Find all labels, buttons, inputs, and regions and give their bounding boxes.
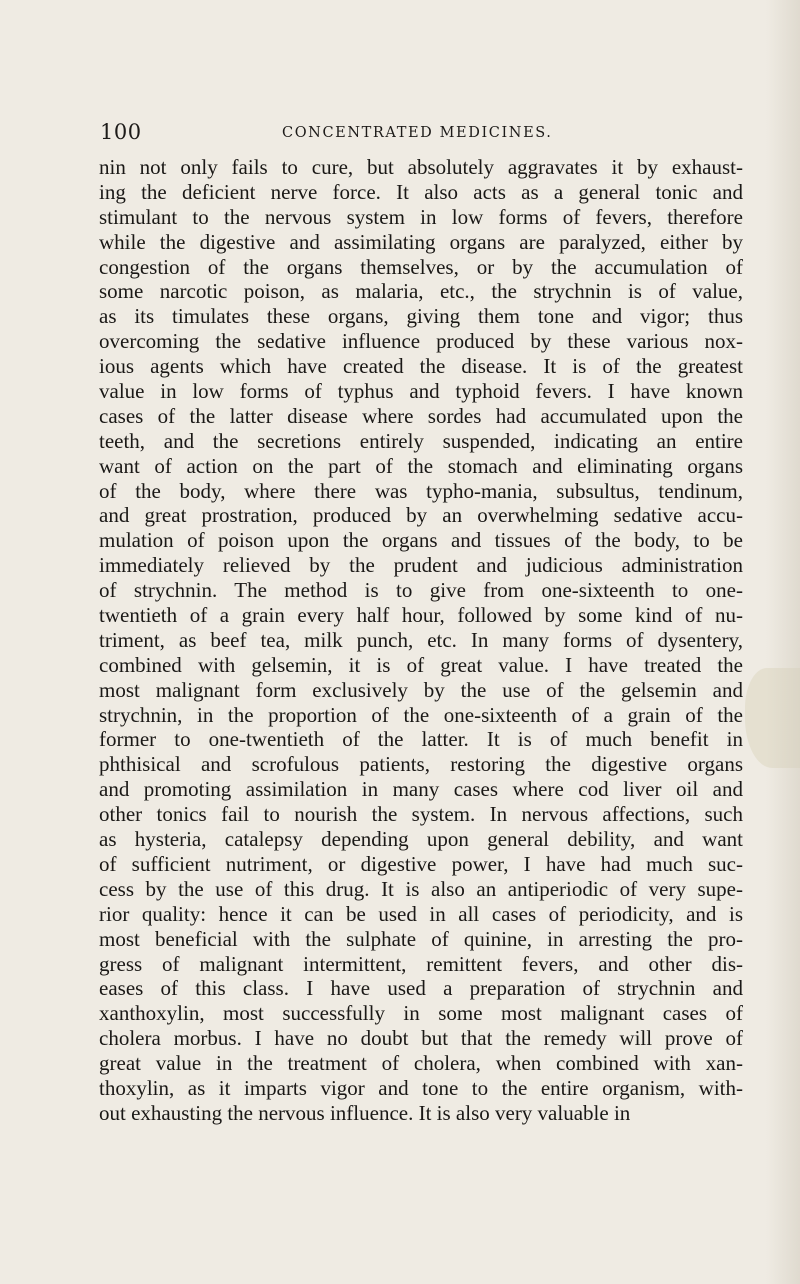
text-line: strychnin, in the proportion of the one-sixteenth of a grain of the <box>99 702 743 727</box>
text-line: ing the deficient nerve force. It also acts as a general tonic and <box>99 179 743 204</box>
text-line: and promoting assimilation in many cases where cod liver oil and <box>99 777 743 802</box>
text-line: as hysteria, catalepsy depending upon general debility, and want <box>99 827 743 852</box>
text-line: stimulant to the nervous system in low forms of fevers, therefore <box>99 204 743 229</box>
page-edge-shadow <box>766 0 800 1284</box>
text-line: xanthoxylin, most successfully in some most malignant cases of <box>99 1001 743 1026</box>
text-line: cess by the use of this drug. It is also an antiperiodic of very supe- <box>99 876 743 901</box>
text-line: congestion of the organs themselves, or by the accumulation of <box>99 254 743 279</box>
text-line: most beneficial with the sulphate of quinine, in arresting the pro- <box>99 926 743 951</box>
page-number: 100 <box>100 120 142 144</box>
text-line: great value in the treatment of cholera, when combined with xan- <box>99 1051 743 1076</box>
text-line: of strychnin. The method is to give from one-sixteenth to one- <box>99 578 743 603</box>
text-line: of sufficient nutriment, or digestive power, I have had much suc- <box>99 851 743 876</box>
text-line: triment, as beef tea, milk punch, etc. In many forms of dysentery, <box>99 627 743 652</box>
text-line: rior quality: hence it can be used in all cases of periodicity, and is <box>99 901 743 926</box>
running-head <box>100 120 740 144</box>
text-line: while the digestive and assimilating organs are paralyzed, either by <box>99 229 743 254</box>
text-line: as its timulates these organs, giving them tone and vigor; thus <box>99 304 743 329</box>
running-title: CONCENTRATED MEDICINES. <box>282 125 553 141</box>
text-line: cases of the latter disease where sordes had accumulated upon the <box>99 403 743 428</box>
text-line: other tonics fail to nourish the system. In nervous affections, such <box>99 802 743 827</box>
text-line: and great prostration, produced by an overwhelming sedative accu- <box>99 503 743 528</box>
text-line: former to one-twentieth of the latter. It is of much benefit in <box>99 727 743 752</box>
text-line: twentieth of a grain every half hour, followed by some kind of nu- <box>99 603 743 628</box>
text-line: ious agents which have created the disease. It is of the greatest <box>99 354 743 379</box>
text-line: thoxylin, as it imparts vigor and tone to the entire organism, with- <box>99 1075 743 1100</box>
text-line: eases of this class. I have used a preparation of strychnin and <box>99 976 743 1001</box>
text-line: most malignant form exclusively by the use of the gelsemin and <box>99 677 743 702</box>
text-line: want of action on the part of the stomach and eliminating organs <box>99 453 743 478</box>
text-line: teeth, and the secretions entirely suspended, indicating an entire <box>99 428 743 453</box>
text-line: nin not only fails to cure, but absolutely aggravates it by exhaust- <box>99 155 743 179</box>
text-line: gress of malignant intermittent, remittent fevers, and other dis- <box>99 951 743 976</box>
text-line: phthisical and scrofulous patients, restoring the digestive organs <box>99 752 743 777</box>
text-line: out exhausting the nervous influence. It is also very valuable in <box>99 1100 631 1125</box>
text-line: of the body, where there was typho-mania, subsultus, tendinum, <box>99 478 743 503</box>
text-line: immediately relieved by the prudent and judicious administration <box>99 553 743 578</box>
text-line: overcoming the sedative influence produced by these various nox- <box>99 329 743 354</box>
text-line: combined with gelsemin, it is of great value. I have treated the <box>99 652 743 677</box>
body-text <box>99 155 743 1126</box>
text-line: some narcotic poison, as malaria, etc., the strychnin is of value, <box>99 279 743 304</box>
text-line: value in low forms of typhus and typhoid fevers. I have known <box>99 379 743 404</box>
text-line: cholera morbus. I have no doubt but that the remedy will prove of <box>99 1026 743 1051</box>
text-line: mulation of poison upon the organs and tissues of the body, to be <box>99 528 743 553</box>
